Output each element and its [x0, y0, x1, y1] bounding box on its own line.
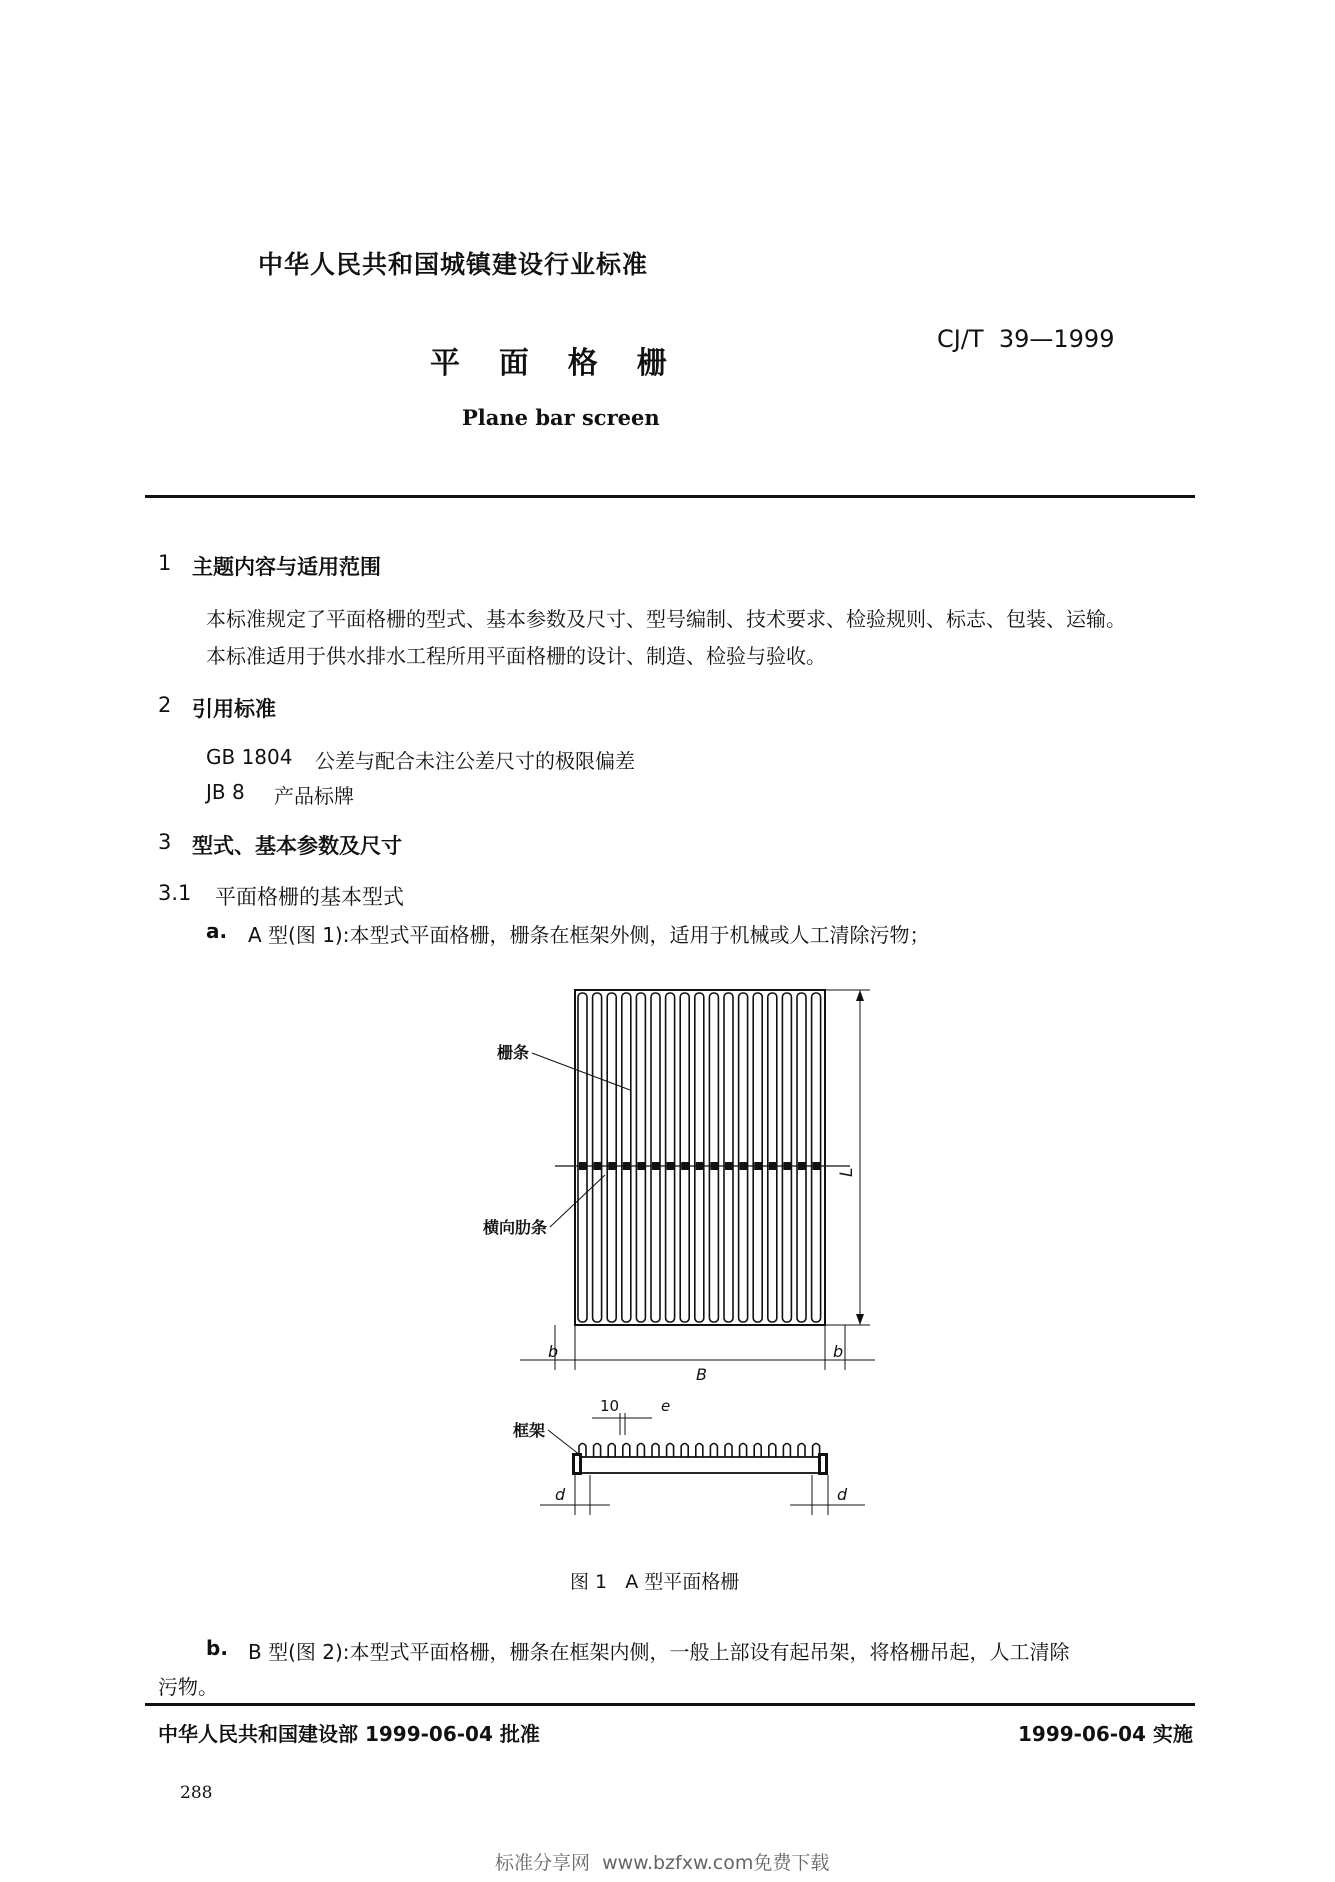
section-3-title: 型式、基本参数及尺寸	[192, 834, 402, 858]
section-2-title: 引用标准	[192, 697, 276, 721]
doc-title: 平 面 格 栅	[430, 346, 673, 381]
rib-mark	[637, 1162, 645, 1170]
grate-bar	[812, 993, 821, 1322]
reference-name: 公差与配合未注公差尺寸的极限偏差	[315, 749, 635, 773]
standard-code: CJ/T 39—1999	[937, 325, 1115, 353]
grate-outline	[575, 990, 825, 1325]
grate-bar	[607, 993, 616, 1322]
implementation-text: 1999-06-04 实施	[1018, 1722, 1193, 1746]
frame-tooth	[754, 1444, 761, 1458]
section-1-number: 1	[158, 551, 172, 575]
section-3-1-number: 3.1	[158, 881, 192, 905]
dimension-L: L	[837, 1167, 857, 1177]
grate-bar	[578, 993, 587, 1322]
frame-tooth	[623, 1444, 630, 1458]
item-b-text-cont: 污物。	[158, 1675, 218, 1699]
grate-bar	[768, 993, 777, 1322]
label-bars: 栅条	[497, 1043, 530, 1062]
item-a-text: A 型(图 1):本型式平面格栅，栅条在框架外侧，适用于机械或人工清除污物；	[248, 923, 930, 947]
label-rib: 横向肋条	[483, 1218, 548, 1237]
org-title: 中华人民共和国城镇建设行业标准	[258, 250, 649, 279]
frame-tooth	[637, 1444, 644, 1458]
grate-bars	[578, 993, 821, 1322]
grate-bar	[709, 993, 718, 1322]
rib-mark	[652, 1162, 660, 1170]
grate-bar	[666, 993, 675, 1322]
rib-marks	[579, 1162, 821, 1170]
frame-tooth	[783, 1444, 790, 1458]
grate-bar	[782, 993, 791, 1322]
section-1-title: 主题内容与适用范围	[192, 555, 381, 579]
dimension-e: e	[661, 1397, 671, 1415]
doc-title-en: Plane bar screen	[462, 405, 660, 430]
grate-bar	[724, 993, 733, 1322]
frame-tooth	[667, 1444, 674, 1458]
frame-tooth	[769, 1444, 776, 1458]
grate-bar	[636, 993, 645, 1322]
grate-bar	[753, 993, 762, 1322]
rib-mark	[681, 1162, 689, 1170]
grate-bar	[680, 993, 689, 1322]
header-rule	[145, 495, 1195, 498]
figure-1-drawing	[480, 975, 880, 1525]
item-b-text: B 型(图 2):本型式平面格栅，栅条在框架内侧，一般上部设有起吊架，将格栅吊起，人工清除	[248, 1640, 1070, 1664]
grate-bar	[695, 993, 704, 1322]
frame-tooth	[725, 1444, 732, 1458]
section-3-1-title: 平面格栅的基本型式	[215, 885, 404, 909]
grate-bar	[739, 993, 748, 1322]
frame-tooth	[710, 1444, 717, 1458]
grate-bar	[797, 993, 806, 1322]
item-a-label: a.	[206, 919, 228, 943]
frame-tooth	[652, 1444, 659, 1458]
rib-mark	[696, 1162, 704, 1170]
footer-rule	[145, 1703, 1195, 1706]
dimension-b-right: b	[833, 1342, 844, 1361]
dimension-b-left: b	[548, 1342, 559, 1361]
section-1-para-1: 本标准规定了平面格栅的型式、基本参数及尺寸、型号编制、技术要求、检验规则、标志、包装、运输。	[206, 607, 1126, 631]
rib-mark	[754, 1162, 762, 1170]
reference-code: GB 1804	[206, 745, 293, 769]
frame-tooth	[608, 1444, 615, 1458]
page-number: 288	[180, 1783, 213, 1803]
reference-code: JB 8	[206, 780, 245, 804]
rib-mark	[740, 1162, 748, 1170]
rib-mark	[623, 1162, 631, 1170]
rib-mark	[769, 1162, 777, 1170]
rib-mark	[710, 1162, 718, 1170]
rib-mark	[608, 1162, 616, 1170]
frame-tooth	[681, 1444, 688, 1458]
rib-mark	[783, 1162, 791, 1170]
frame-base	[577, 1457, 823, 1473]
rib-mark	[725, 1162, 733, 1170]
dimension-d-right: d	[837, 1485, 848, 1504]
dimension-d-left: d	[555, 1485, 566, 1504]
figure-1-caption: 图 1 A 型平面格栅	[570, 1571, 740, 1593]
frame-tooth	[798, 1444, 805, 1458]
grate-bar	[622, 993, 631, 1322]
grate-bar	[651, 993, 660, 1322]
reference-name: 产品标牌	[274, 784, 354, 808]
frame-tooth	[740, 1444, 747, 1458]
item-b-label: b.	[206, 1636, 228, 1660]
rib-mark	[813, 1162, 821, 1170]
frame-teeth	[579, 1444, 820, 1458]
rib-mark	[594, 1162, 602, 1170]
dimension-B: B	[696, 1365, 707, 1384]
approval-text: 中华人民共和国建设部 1999-06-04 批准	[158, 1722, 540, 1746]
frame-tooth	[696, 1444, 703, 1458]
rib-mark	[667, 1162, 675, 1170]
rib-mark	[798, 1162, 806, 1170]
label-frame: 框架	[513, 1421, 546, 1440]
frame-tooth	[594, 1444, 601, 1458]
section-1-para-2: 本标准适用于供水排水工程所用平面格栅的设计、制造、检验与验收。	[206, 644, 826, 668]
rib-mark	[579, 1162, 587, 1170]
dimension-10: 10	[600, 1397, 620, 1415]
watermark: 标准分享网 www.bzfxw.com免费下载	[495, 1852, 830, 1874]
section-3-number: 3	[158, 830, 172, 854]
grate-bar	[593, 993, 602, 1322]
section-2-number: 2	[158, 693, 172, 717]
